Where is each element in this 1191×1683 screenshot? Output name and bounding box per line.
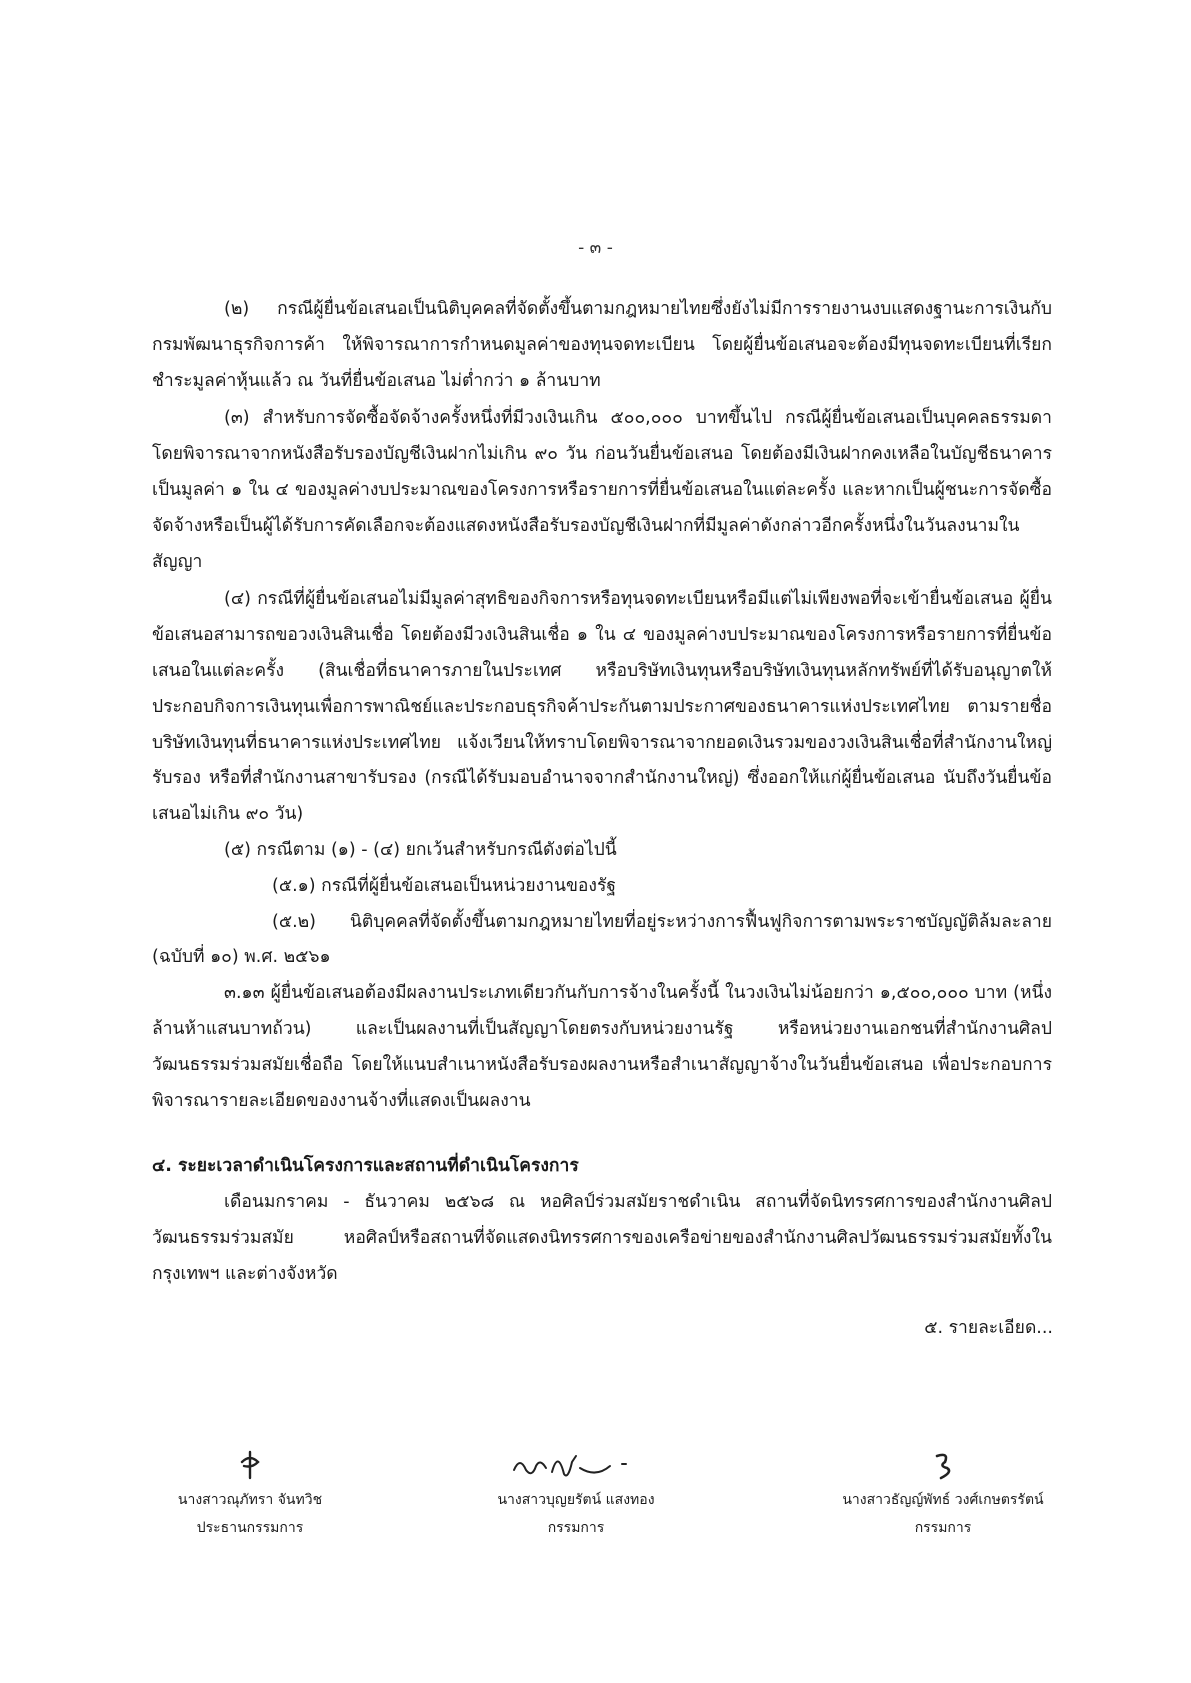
paragraph-5: (๕) กรณีตาม (๑) - (๔) ยกเว้นสำหรับกรณีดังต่อไปนี้ xyxy=(224,839,617,860)
paragraph-3-13: ๓.๑๓ ผู้ยื่นข้อเสนอต้องมีผลงานประเภทเดียวกันกับการจ้างในครั้งนี้ ในวงเงินไม่น้อยกว่า ๑,๕๐๐,๐๐๐ บาท (หนึ่งล้านห้าแสนบาทถ้วน) และเป็นผลงานที่เป็นสัญญาโดยตรงกับหน่วยงานรัฐ หรือหน่วยงานเอกชนที่สำนักงานศิลปวัฒนธรรมร่วมสมัยเชื่อถือ โดยให้แนบสำเนาหนังสือรับรองผลงานหรือสำเนาสัญญาจ้างในวันยื่นข้อเสนอ เพื่อประกอบการพิจารณารายละเอียดของงานจ้างที่แสดงเป็นผลงาน xyxy=(152,983,1052,1111)
signature-block-chair xyxy=(150,1448,350,1542)
signer-role: ประธานกรรมการ xyxy=(196,1520,304,1536)
paragraph-5-1: (๕.๑) กรณีที่ผู้ยื่นข้อเสนอเป็นหน่วยงานของรัฐ xyxy=(272,875,617,896)
document-body xyxy=(152,292,1052,1293)
signer-name: นางสาวบุญยรัตน์ แสงทอง xyxy=(497,1492,655,1508)
section-4-heading: ๔. ระยะเวลาดำเนินโครงการและสถานที่ดำเนินโครงการ xyxy=(152,1156,579,1177)
signature-block-member-1 xyxy=(446,1448,706,1542)
paragraph-2: (๒) กรณีผู้ยื่นข้อเสนอเป็นนิติบุคคลที่จัดตั้งขึ้นตามกฎหมายไทยซึ่งยังไม่มีการรายงานงบแสดงฐานะการเงินกับกรมพัฒนาธุรกิจการค้า ให้พิจารณาการกำหนดมูลค่าของทุนจดทะเบียน โดยผู้ยื่นข้อเสนอจะต้องมีทุนจดทะเบียนที่เรียกชำระมูลค่าหุ้นแล้ว ณ วันที่ยื่นข้อเสนอ ไม่ต่ำกว่า ๑ ล้านบาท xyxy=(152,299,1052,391)
signature-block-member-2 xyxy=(818,1448,1068,1542)
signer-name: นางสาวณุภัทรา จันทวิช xyxy=(177,1492,323,1508)
signer-role: กรรมการ xyxy=(914,1520,972,1536)
signer-role: กรรมการ xyxy=(547,1520,605,1536)
section-4-text: เดือนมกราคม - ธันวาคม ๒๕๖๘ ณ หอศิลป์ร่วมสมัยราชดำเนิน สถานที่จัดนิทรรศการของสำนักงานศิลปวัฒนธรรมร่วมสมัย หอศิลป์หรือสถานที่จัดแสดงนิทรรศการของเครือข่ายของสำนักงานศิลปวัฒนธรรมร่วมสมัยทั้งในกรุงเทพฯ และต่างจังหวัด xyxy=(152,1192,1052,1284)
continue-note: ๕. รายละเอียด... xyxy=(924,1318,1053,1338)
paragraph-3: (๓) สำหรับการจัดซื้อจัดจ้างครั้งหนึ่งที่มีวงเงินเกิน ๕๐๐,๐๐๐ บาทขึ้นไป กรณีผู้ยื่นข้อเสนอเป็นบุคคลธรรมดา โดยพิจารณาจากหนังสือรับรองบัญชีเงินฝากไม่เกิน ๙๐ วัน ก่อนวันยื่นข้อเสนอ โดยต้องมีเงินฝากคงเหลือในบัญชีธนาคารเป็นมูลค่า ๑ ใน ๔ ของมูลค่างบประมาณของโครงการหรือรายการที่ยื่นข้อเสนอในแต่ละครั้ง และหากเป็นผู้ชนะการจัดซื้อจัดจ้างหรือเป็นผู้ได้รับการคัดเลือกจะต้องแสดงหนังสือรับรองบัญชีเงินฝากที่มีมูลค่าดังกล่าวอีกครั้งหนึ่งในวันลงนามในสัญญา xyxy=(152,408,1052,572)
handwritten-signature-icon xyxy=(230,1448,270,1484)
signer-name: นางสาวธัญญ์พัทธ์ วงศ์เกษตรรัตน์ xyxy=(842,1492,1044,1508)
paragraph-4: (๔) กรณีที่ผู้ยื่นข้อเสนอไม่มีมูลค่าสุทธิของกิจการหรือทุนจดทะเบียนหรือมีแต่ไม่เพียงพอที่จะเข้ายื่นข้อเสนอ ผู้ยื่นข้อเสนอสามารถขอวงเงินสินเชื่อ โดยต้องมีวงเงินสินเชื่อ ๑ ใน ๔ ของมูลค่างบประมาณของโครงการหรือรายการที่ยื่นข้อเสนอในแต่ละครั้ง (สินเชื่อที่ธนาคารภายในประเทศ หรือบริษัทเงินทุนหรือบริษัทเงินทุนหลักทรัพย์ที่ได้รับอนุญาตให้ประกอบกิจการเงินทุนเพื่อการพาณิชย์และประกอบธุรกิจค้าประกันตามประกาศของธนาคารแห่งประเทศไทย ตามรายชื่อบริษัทเงินทุนที่ธนาคารแห่งประเทศไทย แจ้งเวียนให้ทราบโดยพิจารณาจากยอดเงินรวมของวงเงินสินเชื่อที่สำนักงานใหญ่รับรอง หรือที่สำนักงานสาขารับรอง (กรณีได้รับมอบอำนาจจากสำนักงานใหญ่) ซึ่งออกให้แก่ผู้ยื่นข้อเสนอ นับถึงวันยื่นข้อเสนอไม่เกิน ๙๐ วัน) xyxy=(152,589,1052,825)
paragraph-5-2: (๕.๒) นิติบุคคลที่จัดตั้งขึ้นตามกฎหมายไทยที่อยู่ระหว่างการฟื้นฟูกิจการตามพระราชบัญญัติล้มละลาย (ฉบับที่ ๑๐) พ.ศ. ๒๕๖๑ xyxy=(152,911,1052,968)
handwritten-signature-icon xyxy=(923,1448,963,1484)
handwritten-signature-icon xyxy=(506,1448,646,1484)
page-number: - ๓ - xyxy=(578,238,613,258)
